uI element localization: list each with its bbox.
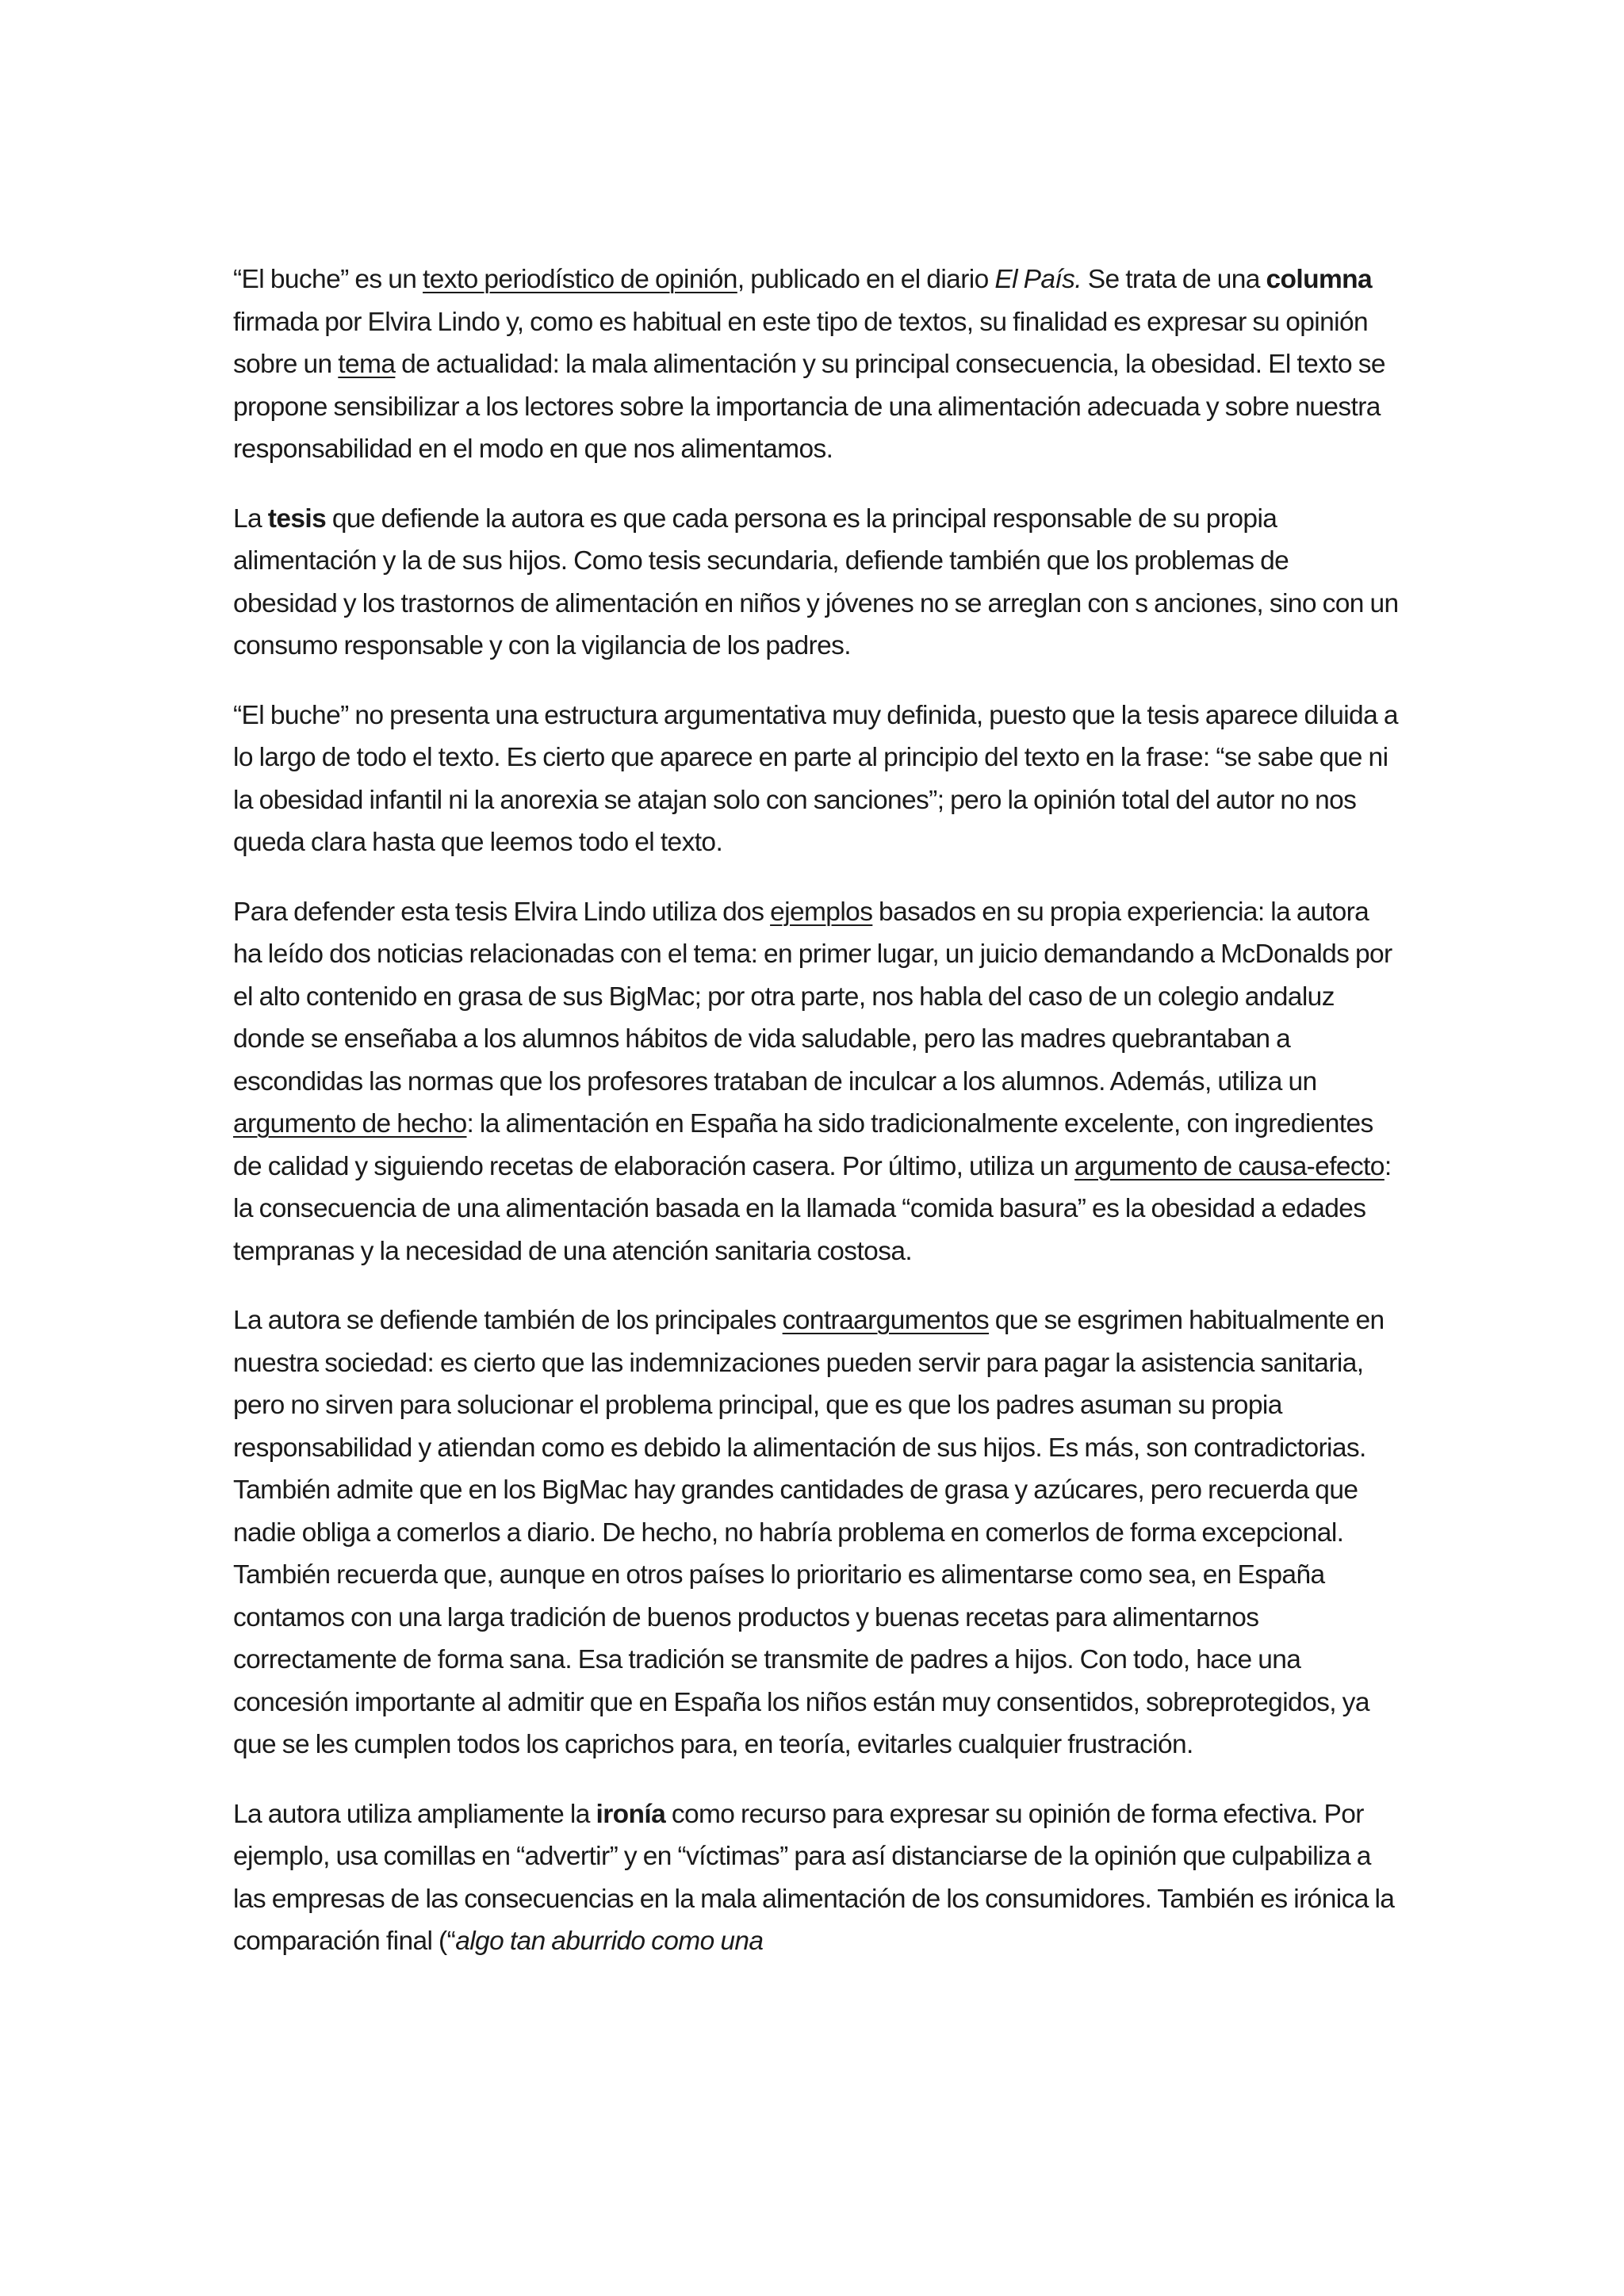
- text-run: de actualidad: la mala alimentación y su principal consecuencia, la obesidad. El texto se propone sensibilizar a los lectores sobre la importancia de una alimentación adecuada y sobre nuestra responsabilidad en el modo en que nos alimentamos.: [233, 350, 1385, 464]
- bold-term: tesis: [267, 503, 327, 534]
- paragraph-counterarguments: [233, 1299, 1399, 1766]
- text-run: : la alimentación en España ha sido tradicionalmente excelente, con ingredientes de calidad y siguiendo recetas de elaboración casera. Por último, utiliza un: [233, 1109, 1373, 1181]
- underlined-term: contraargumentos: [782, 1306, 990, 1335]
- text-run: “El buche” es un: [233, 265, 423, 294]
- bold-term: columna: [1266, 265, 1373, 294]
- paragraph-irony: [233, 1793, 1399, 1963]
- text-run: firmada por Elvira Lindo y, como es habitual en este tipo de textos, su finalidad es expresar su opinión sobre un: [233, 307, 1369, 379]
- underlined-term: argumento de hecho: [233, 1109, 467, 1138]
- text-run: como recurso para expresar su opinión de forma efectiva. Por ejemplo, usa comillas en “advertir” y en “víctimas” para así distanciarse de la opinión que culpabiliza a las empresas de las consecuencias en la mala alimentación de los consumidores. También es irónica la comparación final (“: [233, 1799, 1395, 1956]
- text-run: : la consecuencia de una alimentación basada en la llamada “comida basura” es la obesidad a edades tempranas y la necesidad de una atención sanitaria costosa.: [233, 1151, 1392, 1266]
- text-run: La autora se defiende también de los principales: [233, 1306, 783, 1335]
- document-body: [233, 258, 1399, 1990]
- text-run: La autora utiliza ampliamente la: [233, 1799, 596, 1829]
- italic-newspaper-name: El País.: [994, 265, 1082, 294]
- paragraph-arguments: [233, 891, 1399, 1273]
- text-run: que defiende la autora es que cada persona es la principal responsable de su propia alimentación y la de sus hijos. Como tesis secundaria, defiende también que los problemas de obesidad y los trastornos de alimentación en niños y jóvenes no se arreglan con s anciones, sino con un consumo responsable y con la vigilancia de los padres.: [233, 503, 1399, 660]
- text-run: Para defender esta tesis Elvira Lindo utiliza dos: [233, 897, 771, 927]
- text-run: , publicado en el diario: [737, 265, 995, 294]
- underlined-term: ejemplos: [770, 897, 873, 927]
- underlined-term: texto periodístico de opinión: [423, 265, 737, 294]
- paragraph-intro: [233, 258, 1399, 471]
- italic-quote: algo tan aburrido como una: [455, 1927, 764, 1956]
- bold-term: ironía: [596, 1799, 666, 1829]
- underlined-term: tema: [338, 350, 396, 379]
- text-run: La: [233, 503, 268, 534]
- text-run: que se esgrimen habitualmente en nuestra sociedad: es cierto que las indemnizaciones pueden servir para pagar la asistencia sanitaria, pero no sirven para solucionar el problema principal, que es que los padres asuman su propia responsabilidad y atiendan como es debido la alimentación de sus hijos. Es más, son contradictorias. También admite que en los BigMac hay grandes cantidades de grasa y azúcares, pero recuerda que nadie obliga a comerlos a diario. De hecho, no habría problema en comerlos de forma excepcional. También recuerda que, aunque en otros países lo prioritario es alimentarse como sea, en España contamos con una larga tradición de buenos productos y buenas recetas para alimentarnos correctamente de forma sana. Esa tradición se transmite de padres a hijos. Con todo, hace una concesión importante al admitir que en España los niños están muy consentidos, sobreprotegidos, ya que se les cumplen todos los caprichos para, en teoría, evitarles cualquier frustración.: [233, 1306, 1385, 1759]
- underlined-term: argumento de causa-efecto: [1074, 1151, 1385, 1181]
- text-run: “El buche” no presenta una estructura argumentativa muy definida, puesto que la tesis aparece diluida a lo largo de todo el texto. Es cierto que aparece en parte al principio del texto en la frase: “se sabe que ni la obesidad infantil ni la anorexia se atajan solo con sanciones”; pero la opinión total del autor no nos queda clara hasta que leemos todo el texto.: [233, 700, 1398, 857]
- paragraph-thesis: [233, 498, 1399, 668]
- text-run: basados en su propia experiencia: la autora ha leído dos noticias relacionadas con el tema: en primer lugar, un juicio demandando a McDonalds por el alto contenido en grasa de sus BigMac; por otra parte, nos habla del caso de un colegio andaluz donde se enseñaba a los alumnos hábitos de vida saludable, pero las madres quebrantaban a escondidas las normas que los profesores trataban de inculcar a los alumnos. Además, utiliza un: [233, 897, 1392, 1096]
- paragraph-structure: [233, 695, 1399, 864]
- text-run: Se trata de una: [1082, 265, 1266, 294]
